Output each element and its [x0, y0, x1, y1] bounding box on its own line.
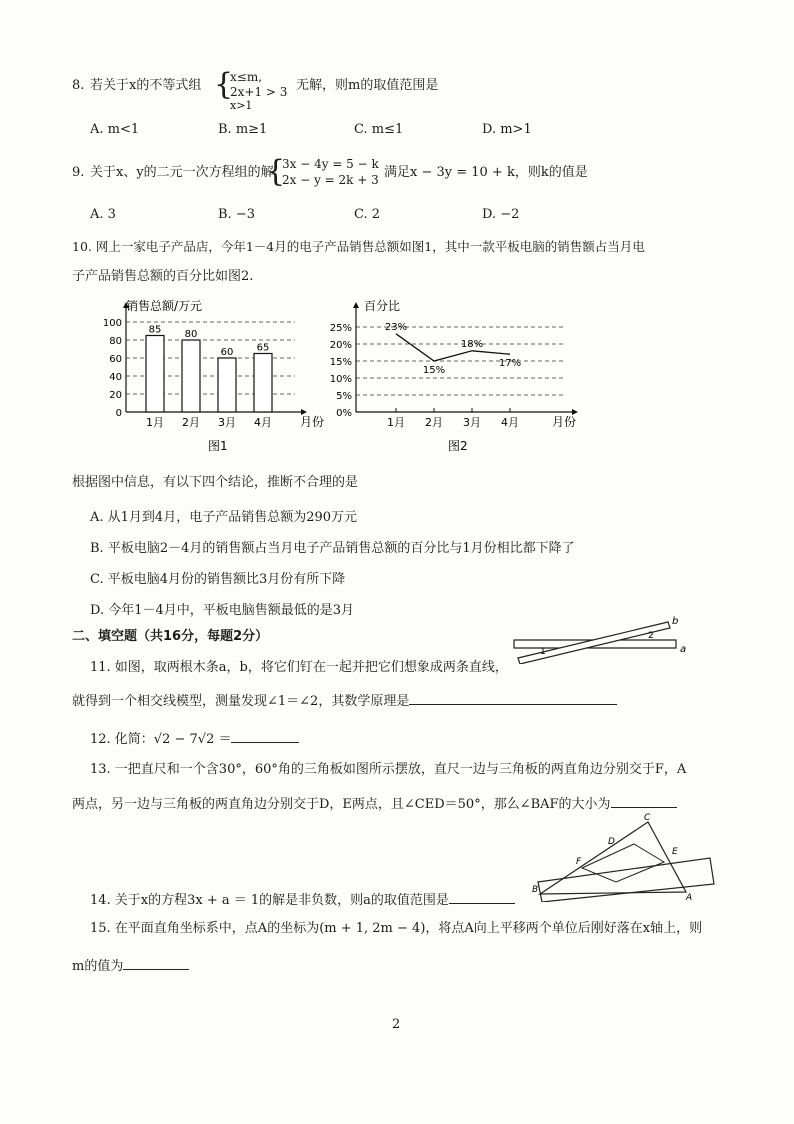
bar-value-label: 60: [220, 347, 234, 358]
q8-system-line1: x≤m,: [230, 70, 263, 84]
q14-text: 14. 关于x的方程3x + a ＝ 1的解是非负数，则a的取值范围是: [90, 893, 449, 908]
bar: [146, 336, 164, 413]
q13-line2-text: 两点，另一边与三角板的两直角边分别交于D，E两点，且∠CED＝50°，那么∠BAF的大小为: [72, 797, 611, 812]
bar: [218, 358, 236, 412]
strip-b: [518, 622, 670, 664]
q9-prefix: 关于x、y的二元一次方程组的解: [90, 165, 274, 180]
line-chart-ytick: 20%: [329, 340, 352, 351]
q8-number: 8.: [72, 78, 85, 93]
q9-option-a: A. 3: [90, 207, 116, 222]
q15-answer-blank: [123, 955, 189, 970]
q15-line2: [72, 955, 189, 976]
q15-line1: 15. 在平面直角坐标系中，点A的坐标为(m + 1, 2m − 4)，将点A向上平移两个单位后刚好落在x轴上，则: [90, 921, 703, 936]
line-series-path: [396, 334, 510, 361]
line-chart-ytick: 25%: [329, 323, 352, 334]
bar-chart-xtick: 2月: [182, 416, 200, 429]
point-e: E: [672, 847, 678, 857]
line-chart-xtick: 2月: [425, 416, 443, 429]
line-chart-y-arrow: [353, 302, 359, 308]
point-f: F: [576, 857, 582, 867]
point-d: D: [608, 837, 615, 847]
line-chart-ytick: 10%: [329, 374, 352, 385]
bar-chart-xlabel: 月份: [300, 415, 325, 429]
bar-value-label: 65: [256, 342, 270, 354]
angle-2-label: 2: [648, 631, 654, 641]
point-c: C: [644, 813, 651, 823]
line-point-label: 15%: [422, 365, 446, 376]
q9-option-c: C. 2: [354, 207, 381, 222]
line-chart-xtick: 4月: [501, 416, 519, 429]
page-number: 2: [392, 1017, 401, 1032]
line-chart-ylabel: 百分比: [364, 299, 401, 313]
line-point-label: 18%: [460, 338, 484, 350]
bar-chart-ytick: 0: [115, 408, 122, 419]
line-chart-axes: [330, 302, 578, 429]
q8-option-d: D. m>1: [482, 122, 532, 137]
q8-option-c: C. m≤1: [354, 122, 404, 137]
bar-chart-sales: [90, 294, 340, 454]
q15-line2-text: m的值为: [72, 959, 124, 974]
q8-option-b: B. m≥1: [218, 122, 268, 137]
bar-chart-xtick: 3月: [218, 416, 236, 429]
line-chart-series: [385, 322, 521, 376]
q11-wood-strips-figure: [508, 614, 688, 664]
bar-chart-axes: [103, 302, 307, 429]
q14-answer-blank: [449, 889, 515, 904]
q9-option-b: B. −3: [218, 207, 255, 222]
line-point-label: 17%: [498, 358, 522, 370]
q12-answer-blank: [231, 728, 299, 743]
q11-line2-text: 就得到一个相交线模型，测量发现∠1＝∠2，其数学原理是: [72, 694, 410, 709]
q10-option-a: A. 从1月到4月，电子产品销售总额为290万元: [90, 510, 358, 525]
q10-line1: 10. 网上一家电子产品店，今年1－4月的电子产品销售总额如图1，其中一款平板电脑的销售额占当月电: [72, 239, 645, 254]
point-b: B: [532, 885, 539, 895]
point-a: A: [686, 893, 693, 902]
bar: [182, 340, 200, 412]
q9-suffix: 满足x − 3y = 10 + k，则k的值是: [384, 165, 588, 180]
bar-chart-title: 图1: [208, 439, 228, 453]
bar-value-label: 85: [148, 324, 162, 336]
q10-line2: 子产品销售总额的百分比如图2.: [72, 269, 254, 284]
line-chart-xtick: 3月: [463, 416, 481, 429]
q8-system-line3: x>1: [230, 99, 253, 112]
q8-option-a: A. m<1: [90, 122, 140, 137]
q9-system-line2: 2x − y = 2k + 3: [282, 173, 379, 187]
bar: [254, 354, 272, 413]
bar-chart-ytick: 80: [109, 336, 122, 347]
q13-ruler-triangle-figure: [530, 812, 730, 902]
q12: [90, 728, 299, 749]
q10-option-c: C. 平板电脑4月份的销售额比3月份有所下降: [90, 572, 346, 587]
bar-chart-ytick: 40: [109, 372, 122, 383]
label-a: a: [680, 644, 687, 655]
q14: [90, 889, 515, 910]
q9-system-line1: 3x − 4y = 5 − k: [282, 157, 379, 171]
q11-answer-blank: [409, 690, 617, 705]
q8-suffix: 无解，则m的取值范围是: [296, 78, 439, 93]
bar-chart-ytick: 100: [102, 318, 122, 329]
q12-text: 12. 化简：√2 − 7√2 ＝: [90, 732, 232, 747]
q11-line1: 11. 如图，取两根木条a，b，将它们钉在一起并把它们想象成两条直线，: [90, 660, 508, 675]
line-chart-xtick: 1月: [387, 416, 405, 429]
line-chart-ytick: 0%: [336, 408, 352, 419]
bar-value-label: 80: [184, 329, 198, 340]
line-chart-ytick: 15%: [329, 357, 352, 368]
q8-prefix: 若关于x的不等式组: [90, 78, 202, 93]
q10-prompt: 根据图中信息，有以下四个结论，推断不合理的是: [72, 475, 359, 490]
q8-system-line2: 2x+1 > 3: [230, 85, 288, 99]
q11-line2: [72, 690, 617, 711]
section-fill-in-title: 二、填空题（共16分，每题2分）: [72, 629, 269, 644]
bar-chart-ytick: 20: [109, 390, 122, 401]
bar-chart-xtick: 4月: [254, 416, 272, 429]
line-chart-xlabel: 月份: [552, 415, 577, 429]
angle-1-label: 1: [540, 647, 546, 657]
q9-brace: {: [266, 154, 286, 189]
label-b: b: [672, 616, 679, 627]
bar-chart-bars: [146, 325, 272, 413]
bar-chart-ylabel: 销售总额/万元: [126, 299, 203, 313]
triangle-inner: [582, 844, 664, 882]
q13-line2: [72, 793, 677, 814]
q10-option-b: B. 平板电脑2－4月的销售额占当月电子产品销售总额的百分比与1月份相比都下降了: [90, 541, 575, 556]
q9-number: 9.: [72, 165, 85, 180]
q13-answer-blank: [611, 793, 677, 808]
bar-chart-ytick: 60: [109, 354, 122, 365]
line-chart-title: 图2: [448, 439, 468, 453]
q10-option-d: D. 今年1－4月中，平板电脑售额最低的是3月: [90, 603, 355, 618]
q13-line1: 13. 一把直尺和一个含30°，60°角的三角板如图所示摆放，直尺一边与三角板的两直角边分别交于F，A: [90, 762, 687, 777]
bar-chart-xtick: 1月: [146, 416, 164, 429]
line-chart-ytick: 5%: [336, 391, 352, 402]
line-point-label: 23%: [384, 321, 408, 333]
line-chart-percentage: [326, 294, 586, 454]
q9-option-d: D. −2: [482, 207, 520, 222]
line-chart-gridlines: [356, 327, 566, 395]
q8-brace: {: [214, 67, 234, 102]
triangle-outline: [540, 822, 686, 894]
